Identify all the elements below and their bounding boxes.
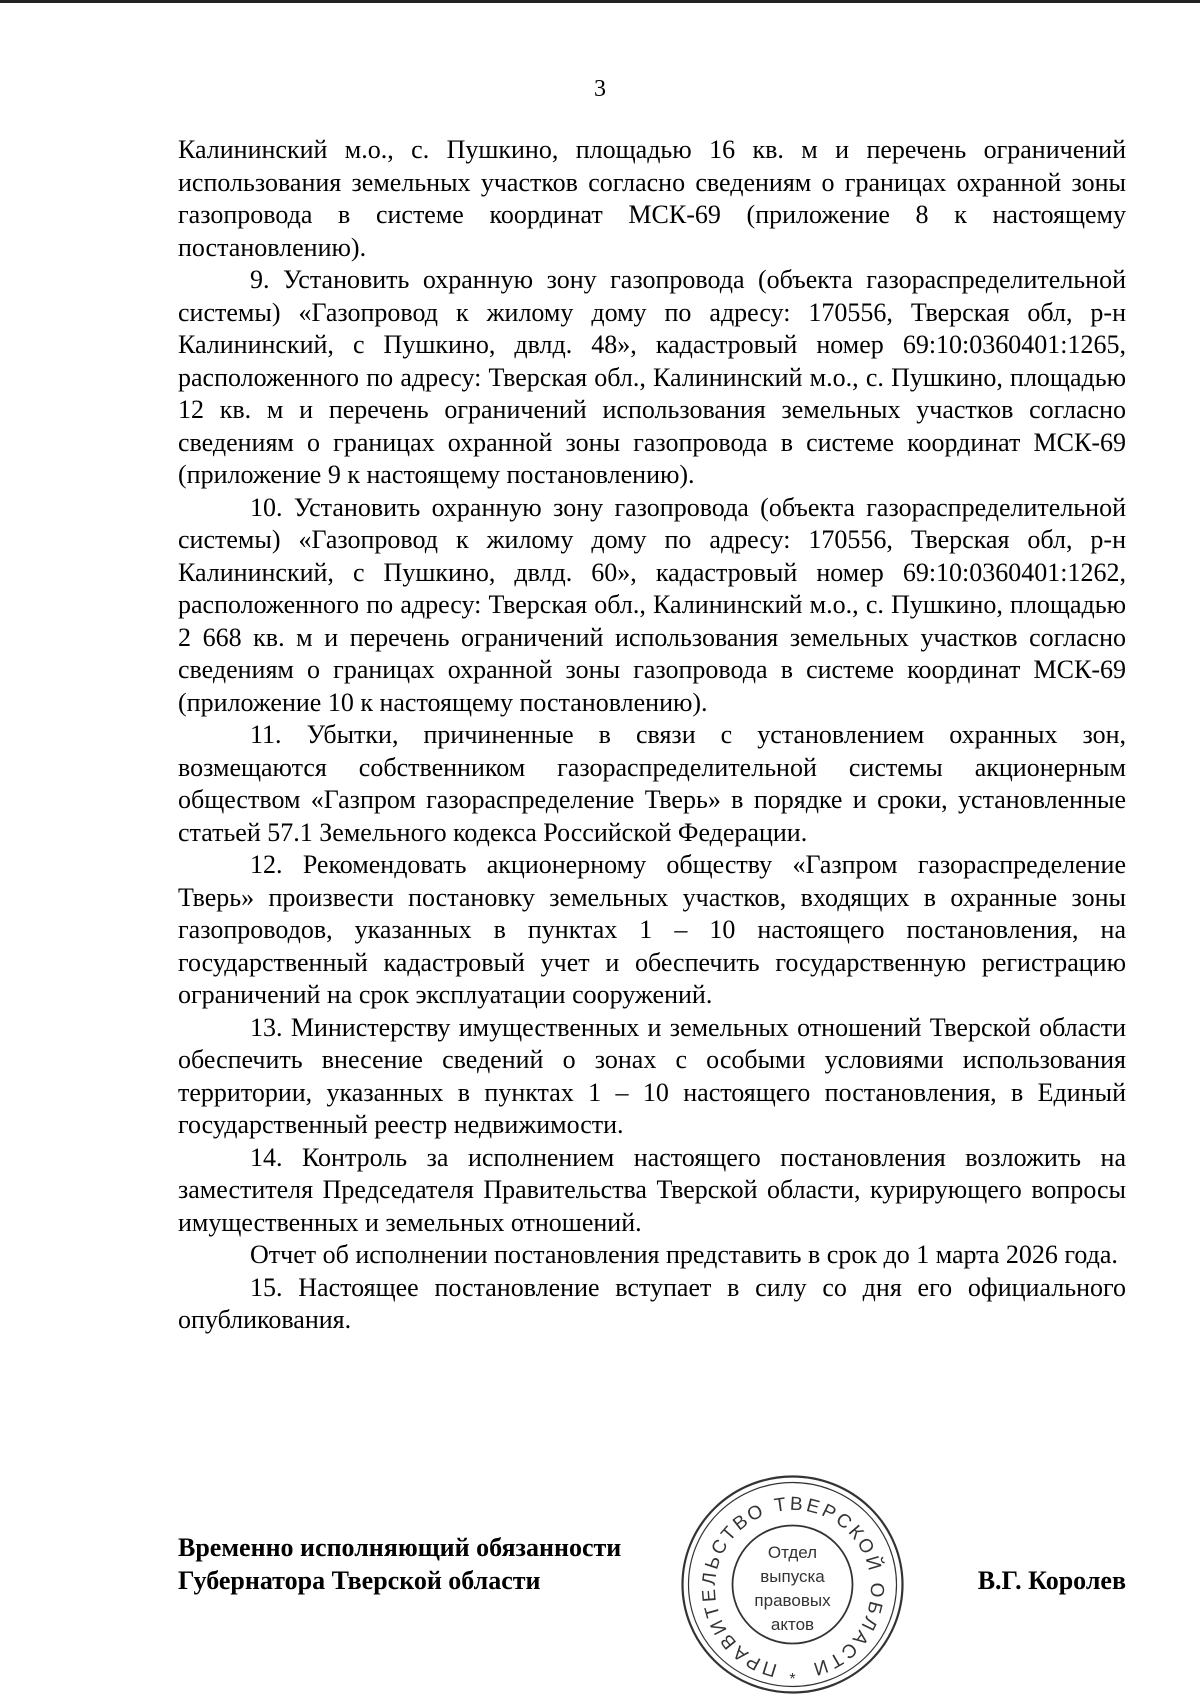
- paragraph-report-deadline: Отчет об исполнении постановления представить в срок до 1 марта 2026 года.: [250, 1240, 1118, 1269]
- signatory-position: [178, 1532, 621, 1597]
- paragraph-item-12: 12. Рекомендовать акционерному обществу «Газпром газораспределение Тверь» произвести постановку земельных участков, входящих в охранные зоны газопроводов, указанных в пунктах 1 – 10 настоящего постановления, на государственный кадастровый учет и обеспечить государственную регистрацию ограничений на срок эксплуатации сооружений.: [178, 850, 1126, 1009]
- stamp-ring-text: ПРАВИТЕЛЬСТВО ТВЕРСКОЙ ОБЛАСТИ: [698, 1493, 888, 1681]
- paragraph-continuation: Калининский м.о., с. Пушкино, площадью 16 кв. м и перечень ограничений использования земельных участков согласно сведениям о границах охранной зоны газопровода в системе координат МСК-69 (приложение 8 к настоящему постановлению).: [178, 135, 1126, 262]
- paragraph-item-9: 9. Установить охранную зону газопровода (объекта газораспределительной системы) «Газопровод к жилому дому по адресу: 170556, Тверская обл, р-н Калининский, с Пушкино, двлд. 48», кадастровый номер 69:10:0360401:1265, расположенного по адресу: Тверская обл., Калининский м.о., с. Пушкино, площадью 12 кв. м и перечень ограничений использования земельных участков согласно сведениям о границах охранной зоны газопровода в системе координат МСК-69 (приложение 9 к настоящему постановлению).: [178, 265, 1126, 489]
- paragraph-item-13: 13. Министерству имущественных и земельных отношений Тверской области обеспечить внесение сведений о зонах с особыми условиями использования территории, указанных в пунктах 1 – 10 настоящего постановления, в Единый государственный реестр недвижимости.: [178, 1012, 1126, 1139]
- stamp-center-line3: правовых: [754, 1591, 831, 1610]
- scan-edge-line: [0, 0, 1200, 3]
- paragraph-item-15: 15. Настоящее постановление вступает в силу со дня его официального опубликования.: [178, 1272, 1126, 1334]
- signatory-name: В.Г. Королев: [977, 1566, 1126, 1595]
- document-body: [178, 134, 1126, 1337]
- stamp-star: *: [789, 1671, 796, 1688]
- stamp-center-line1: Отдел: [767, 1543, 818, 1562]
- paragraph-item-10: 10. Установить охранную зону газопровода (объекта газораспределительной системы) «Газопровод к жилому дому по адресу: 170556, Тверская обл, р-н Калининский, с Пушкино, двлд. 60», кадастровый номер 69:10:0360401:1262, расположенного по адресу: Тверская обл., Калининский м.о., с. Пушкино, площадью 2 668 кв. м и перечень ограничений использования земельных участков согласно сведениям о границах охранной зоны газопровода в системе координат МСК-69 (приложение 10 к настоящему постановлению).: [178, 492, 1126, 717]
- stamp-seal-icon: [675, 1470, 910, 1699]
- paragraph-item-14: 14. Контроль за исполнением настоящего постановления возложить на заместителя Председателя Правительства Тверской области, курирующего вопросы имущественных и земельных отношений.: [178, 1142, 1126, 1237]
- stamp-center-line2: выпуска: [760, 1567, 825, 1586]
- signature-block: [178, 1530, 1126, 1650]
- page-number: 3: [594, 76, 606, 102]
- stamp-center-line4: актов: [770, 1615, 815, 1634]
- signatory-position-line2: Губернатора Тверской области: [178, 1565, 541, 1595]
- paragraph-item-11: 11. Убытки, причиненные в связи с установлением охранных зон, возмещаются собственником газораспределительной системы акционерным обществом «Газпром газораспределение Тверь» в порядке и сроки, установленные статьей 57.1 Земельного кодекса Российской Федерации.: [178, 720, 1126, 847]
- signatory-position-line1: Временно исполняющий обязанности: [178, 1533, 622, 1562]
- official-stamp: [675, 1470, 910, 1705]
